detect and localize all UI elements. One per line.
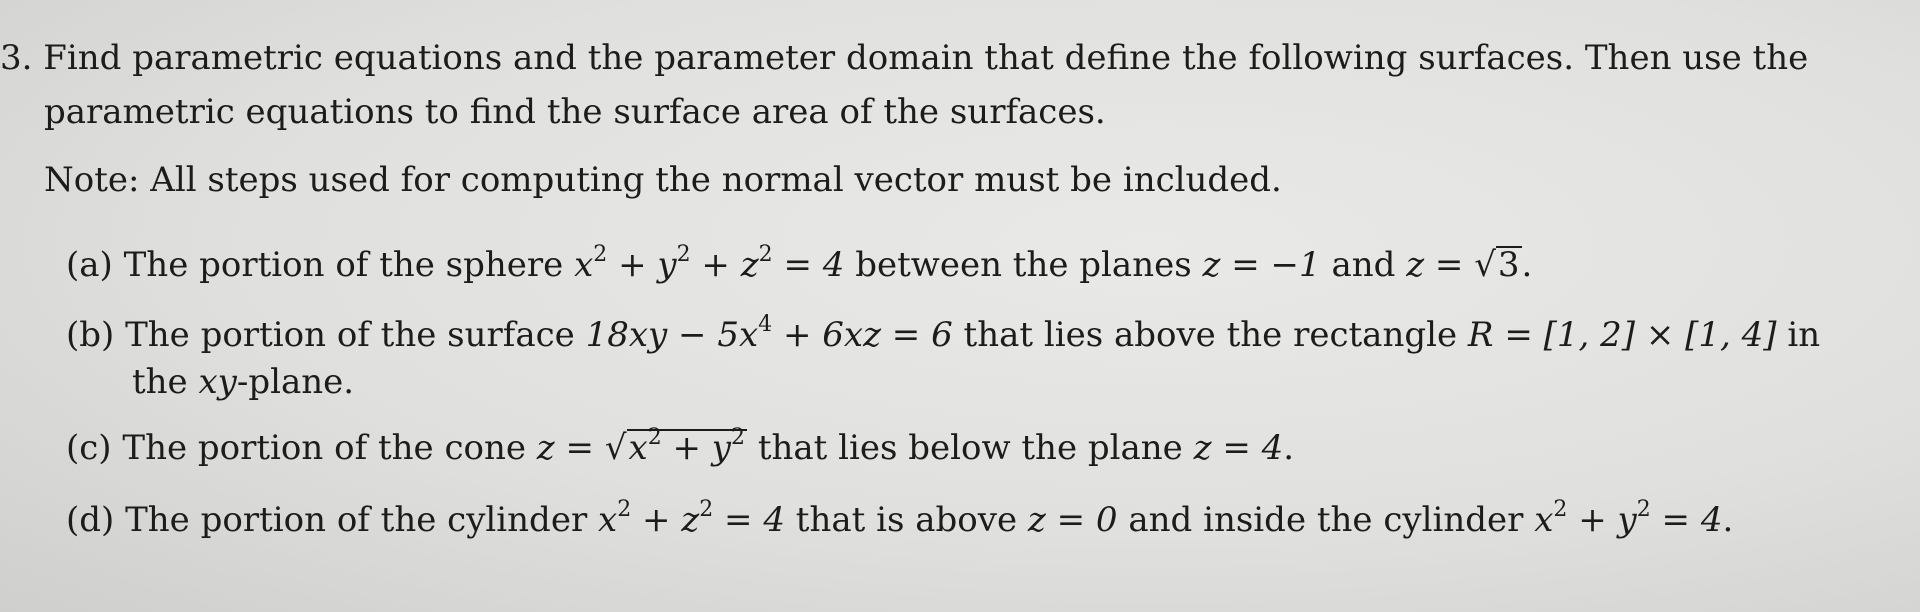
problem-intro-line1 (0, 38, 1808, 78)
part-b-text-before: The portion of the surface (125, 315, 575, 355)
part-c-label: (c) (66, 428, 112, 468)
part-d-text-mid: that is above (795, 500, 1018, 540)
part-d-plane: z = 0 (1027, 500, 1118, 540)
part-b-surface-equation: $18xy - 5x^4 + 6xz = 6$ (585, 312, 953, 355)
part-b-line1 (66, 312, 1821, 360)
part-c (66, 425, 1295, 470)
part-b-line2-suffix: -plane. (236, 362, 355, 402)
part-b-plane-name: xy (198, 362, 237, 402)
part-a-label: (a) (66, 245, 113, 285)
part-b-text-mid: that lies above the rectangle (963, 315, 1458, 355)
problem-note (44, 160, 1282, 200)
part-d-label: (d) (66, 500, 115, 540)
part-a-plane-upper: z = √3 (1406, 245, 1520, 285)
part-b-rectangle: R = [1, 2] × [1, 4] (1467, 315, 1777, 355)
part-d-cylinder-equation: $x^2 + z^2 = 4$ (598, 497, 785, 540)
note-text: Note: All steps used for computing the normal vector must be included. (44, 160, 1282, 200)
part-d-text-end: . (1722, 500, 1734, 540)
part-a-text-and: and (1331, 245, 1396, 285)
part-b-text-end: in (1787, 315, 1821, 355)
part-d-text-before: The portion of the cylinder (125, 500, 588, 540)
part-a-sphere-equation: $x^2 + y^2 + z^2 = 4$ (574, 242, 845, 285)
part-a (66, 242, 1533, 290)
part-c-text-before: The portion of the cone (122, 428, 526, 468)
part-d-inner-cylinder: $x^2 + y^2 = 4$ (1534, 497, 1723, 540)
part-c-plane: z = 4 (1193, 428, 1284, 468)
part-d (66, 497, 1734, 545)
part-d-text-and: and inside the cylinder (1128, 500, 1524, 540)
part-c-text-end: . (1283, 428, 1295, 468)
part-c-cone-equation: $z = √x^2 + y^2$ (536, 425, 745, 468)
part-c-text-mid: that lies below the plane (757, 428, 1183, 468)
problem-number: 3. (0, 38, 33, 78)
part-b-line2 (132, 362, 354, 402)
part-a-plane-lower: z = −1 (1202, 245, 1321, 285)
problem-intro-line2 (44, 92, 1106, 132)
problem-intro-text-2: parametric equations to find the surface area of the surfaces. (44, 92, 1106, 132)
part-b-label: (b) (66, 315, 115, 355)
problem-intro-text-1: Find parametric equations and the parameter domain that define the following surfaces. Then use the (43, 38, 1809, 78)
part-b-line2-prefix: the (132, 362, 188, 402)
part-a-text-mid: between the planes (855, 245, 1192, 285)
part-a-text-end: . (1521, 245, 1533, 285)
part-a-text-before: The portion of the sphere (123, 245, 564, 285)
